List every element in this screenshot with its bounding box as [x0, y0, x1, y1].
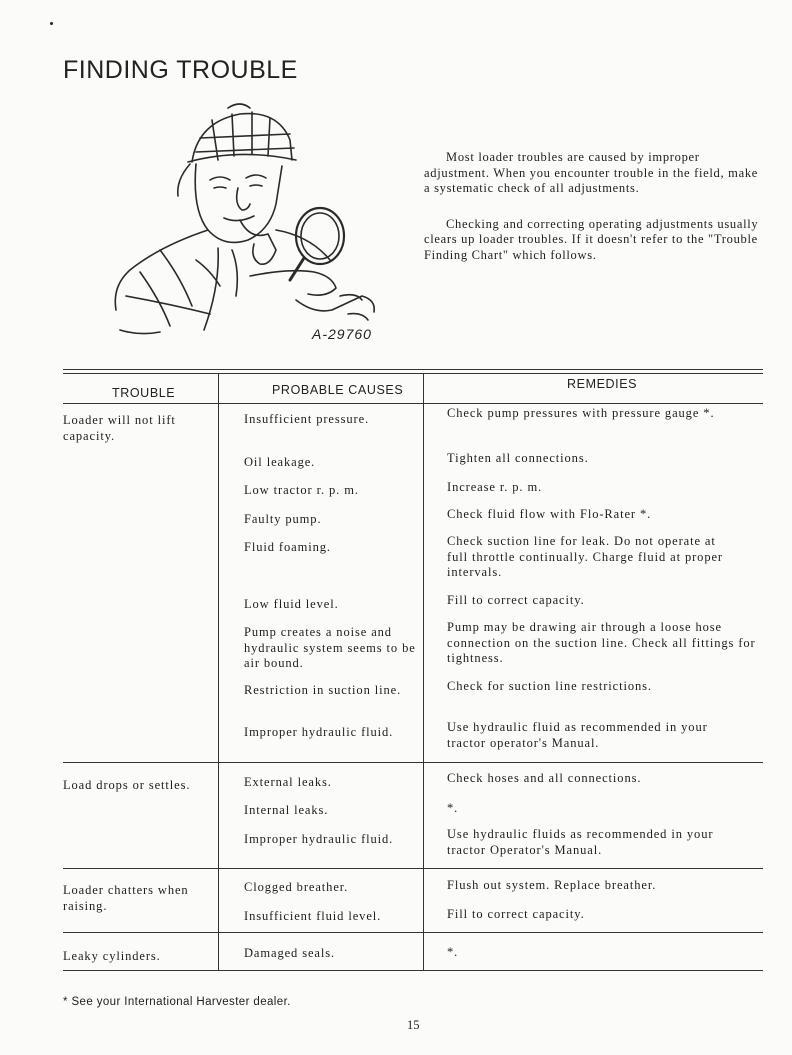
remedy-cell: Fill to correct capacity. [447, 907, 585, 921]
detective-illustration [100, 100, 400, 350]
remedy-cell: Check fluid flow with Flo-Rater *. [447, 507, 652, 521]
intro-paragraph: Checking and correcting operating adjustments usually clears up loader troubles. If it doesn't refer to the "Trouble Finding Chart" which follows. [424, 216, 759, 262]
remedy-cell: Check pump pressures with pressure gauge *. [447, 406, 715, 420]
page-number: 15 [407, 1018, 420, 1032]
remedy-cell: Check suction line for leak. Do not operate at full throttle continually. Charge fluid at proper intervals. [447, 534, 723, 579]
intro-text [424, 150, 764, 283]
cause-cell: Clogged breather. [244, 880, 349, 894]
cause-cell: Improper hydraulic fluid. [244, 725, 394, 739]
remedy-cell: Pump may be drawing air through a loose hose connection on the suction line. Check all fittings for tightness. [447, 620, 756, 665]
footnote: * See your International Harvester dealer. [63, 996, 291, 1008]
cause-cell: Restriction in suction line. [244, 683, 402, 697]
cause-cell: Fluid foaming. [244, 540, 331, 554]
figure-number: A-29760 [312, 326, 372, 342]
remedy-cell: Fill to correct capacity. [447, 593, 585, 607]
cause-cell: Faulty pump. [244, 512, 322, 526]
row-group-rule [63, 762, 763, 763]
trouble-cell: Load drops or settles. [63, 778, 191, 792]
column-divider [423, 373, 424, 970]
remedy-cell: Check for suction line restrictions. [447, 679, 652, 693]
remedy-cell: Increase r. p. m. [447, 480, 543, 494]
table-top-rule [63, 369, 763, 370]
table-bottom-rule [63, 970, 763, 971]
header-trouble: TROUBLE [112, 386, 176, 400]
cause-cell: Pump creates a noise and hydraulic system seems to be air bound. [244, 625, 416, 670]
trouble-cell: Loader chatters when raising. [63, 883, 189, 913]
cause-cell: Low tractor r. p. m. [244, 483, 359, 497]
cause-cell: Oil leakage. [244, 455, 316, 469]
cause-cell: Damaged seals. [244, 946, 336, 960]
scan-speck [50, 22, 53, 25]
remedy-cell: Tighten all connections. [447, 451, 589, 465]
remedy-cell: Check hoses and all connections. [447, 771, 642, 785]
trouble-cell: Loader will not lift capacity. [63, 413, 176, 443]
page-title: FINDING TROUBLE [63, 56, 298, 84]
row-group-rule [63, 932, 763, 933]
remedy-cell: *. [447, 945, 459, 959]
cause-cell: Low fluid level. [244, 597, 339, 611]
cause-cell: Improper hydraulic fluid. [244, 832, 394, 846]
remedy-cell: Flush out system. Replace breather. [447, 878, 657, 892]
cause-cell: External leaks. [244, 775, 332, 789]
cause-cell: Insufficient pressure. [244, 412, 370, 426]
table-top-rule [63, 373, 763, 374]
remedy-cell: Use hydraulic fluids as recommended in your tractor Operator's Manual. [447, 827, 714, 857]
column-divider [218, 373, 219, 970]
cause-cell: Insufficient fluid level. [244, 909, 382, 923]
intro-paragraph: Most loader troubles are caused by improper adjustment. When you encounter trouble in the field, make a systematic check of all adjustments. [424, 150, 759, 195]
remedy-cell: *. [447, 801, 459, 815]
header-remedies: REMEDIES [567, 377, 638, 391]
remedy-cell: Use hydraulic fluid as recommended in your tractor operator's Manual. [447, 720, 708, 750]
row-group-rule [63, 868, 763, 869]
header-causes: PROBABLE CAUSES [272, 383, 404, 397]
cause-cell: Internal leaks. [244, 803, 329, 817]
trouble-cell: Leaky cylinders. [63, 949, 161, 963]
table-header-rule [63, 403, 763, 404]
